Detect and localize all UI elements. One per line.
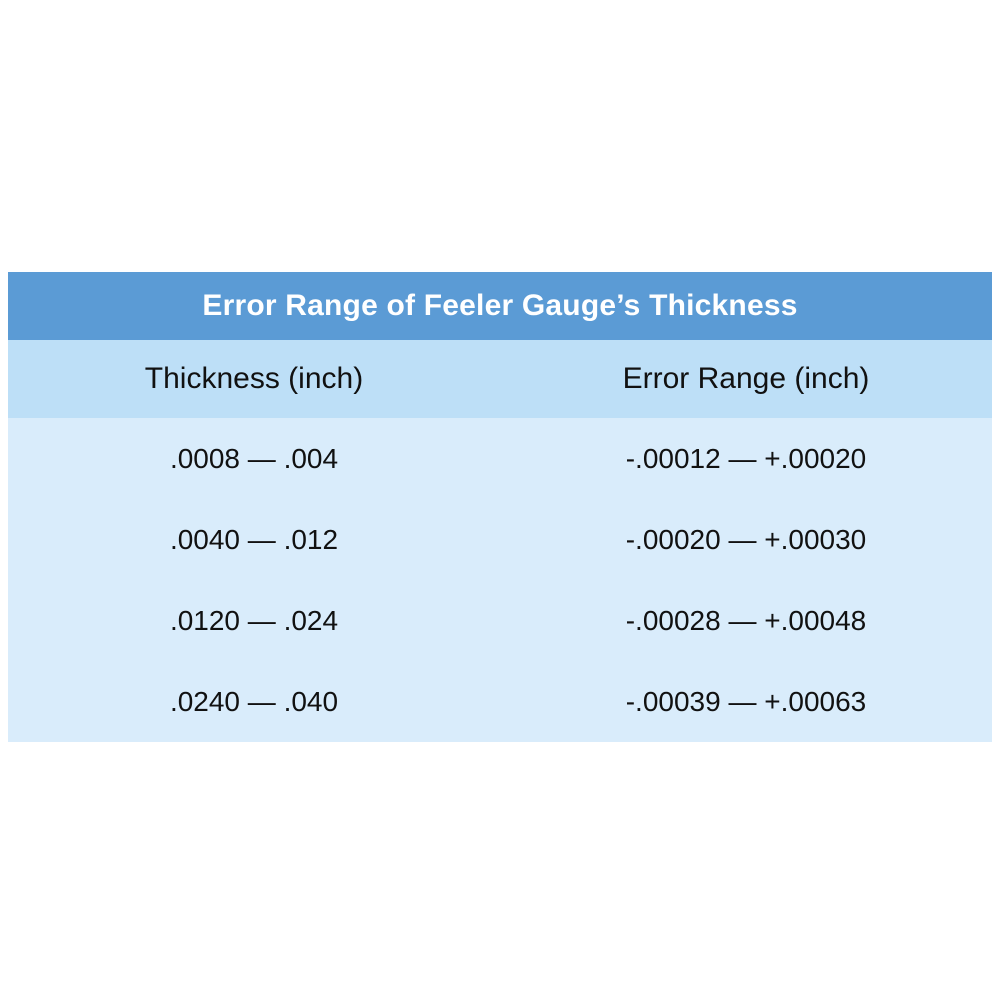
cell-thickness: .0008 — .004: [8, 418, 500, 499]
table-row: [8, 580, 992, 661]
table-row: [8, 499, 992, 580]
cell-error-range: -.00012 — +.00020: [500, 418, 992, 499]
table-title: Error Range of Feeler Gauge’s Thickness: [8, 272, 992, 340]
table-header-row: [8, 340, 992, 418]
table-row: [8, 418, 992, 499]
table-row: [8, 661, 992, 742]
table-title-row: [8, 272, 992, 340]
column-header-error-range: Error Range (inch): [500, 340, 992, 418]
cell-error-range: -.00028 — +.00048: [500, 580, 992, 661]
cell-error-range: -.00020 — +.00030: [500, 499, 992, 580]
cell-thickness: .0040 — .012: [8, 499, 500, 580]
cell-thickness: .0120 — .024: [8, 580, 500, 661]
column-header-thickness: Thickness (inch): [8, 340, 500, 418]
error-range-table-container: [8, 272, 992, 742]
cell-thickness: .0240 — .040: [8, 661, 500, 742]
cell-error-range: -.00039 — +.00063: [500, 661, 992, 742]
error-range-table: [8, 272, 992, 742]
